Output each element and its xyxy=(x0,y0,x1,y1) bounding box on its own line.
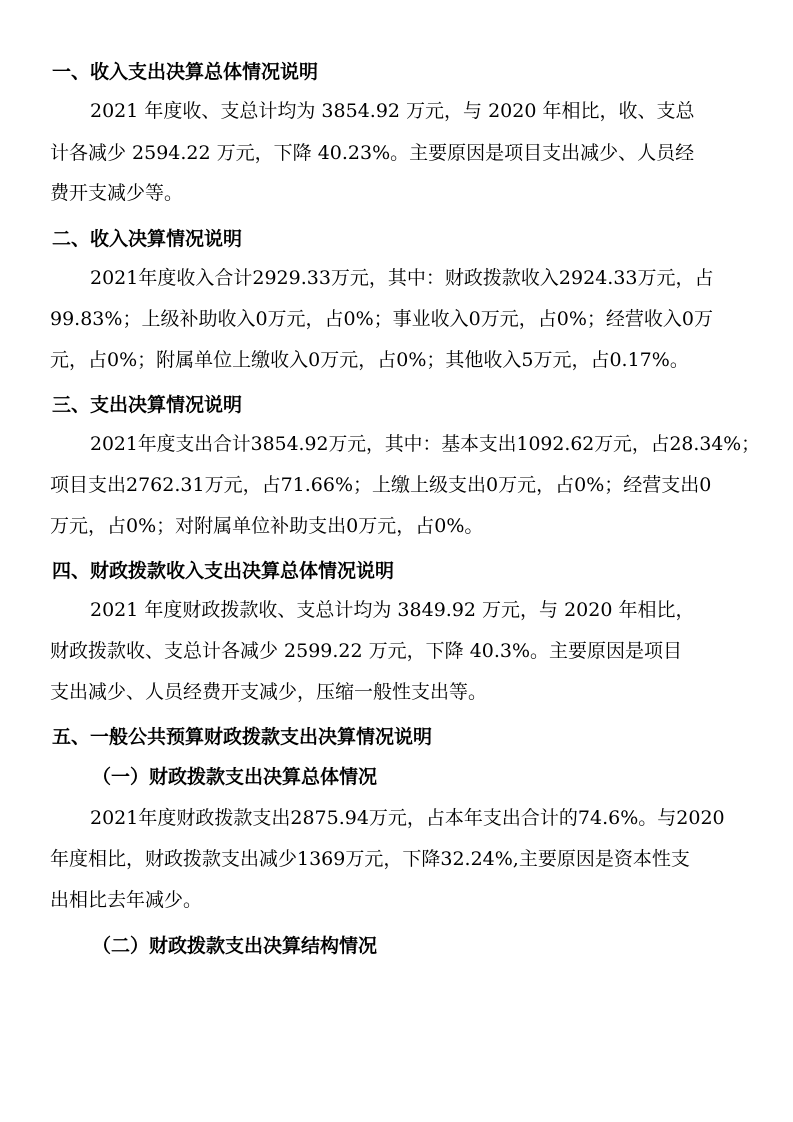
subsection-1-line-1: 2021年度财政拨款支出2875.94万元，占本年支出合计的74.6%。与2020 xyxy=(90,807,725,829)
section-2-heading: 二、收入决算情况说明 xyxy=(52,228,243,250)
section-2-line-3: 元，占0%；附属单位上缴收入0万元，占0%；其他收入5万元，占0.17%。 xyxy=(50,349,689,371)
subsection-1-line-3: 出相比去年减少。 xyxy=(50,889,203,911)
section-3-line-1: 2021年度支出合计3854.92万元，其中：基本支出1092.62万元，占28.34%； xyxy=(90,433,760,455)
section-1-line-1: 2021 年度收、支总计均为 3854.92 万元，与 2020 年相比，收、支总 xyxy=(90,100,695,122)
section-3-line-2: 项目支出2762.31万元，占71.66%；上缴上级支出0万元，占0%；经营支出0 xyxy=(50,474,712,496)
section-4-heading: 四、财政拨款收入支出决算总体情况说明 xyxy=(52,560,395,582)
subsection-1-heading: （一）财政拨款支出决算总体情况 xyxy=(92,766,378,788)
section-1-heading: 一、收入支出决算总体情况说明 xyxy=(52,61,319,83)
section-3-line-3: 万元，占0%；对附属单位补助支出0万元，占0%。 xyxy=(50,515,484,537)
section-5-heading: 五、一般公共预算财政拨款支出决算情况说明 xyxy=(52,726,433,748)
section-4-line-2: 财政拨款收、支总计各减少 2599.22 万元，下降 40.3%。主要原因是项目 xyxy=(50,640,683,662)
section-4-line-3: 支出减少、人员经费开支减少，压缩一般性支出等。 xyxy=(50,681,488,703)
section-2-line-2: 99.83%；上级补助收入0万元，占0%；事业收入0万元，占0%；经营收入0万 xyxy=(50,308,713,330)
subsection-2-heading: （二）财政拨款支出决算结构情况 xyxy=(92,935,378,957)
section-4-line-1: 2021 年度财政拨款收、支总计均为 3849.92 万元，与 2020 年相比， xyxy=(90,599,695,621)
section-3-heading: 三、支出决算情况说明 xyxy=(52,394,243,416)
section-1-line-3: 费开支减少等。 xyxy=(50,182,184,204)
section-2-line-1: 2021年度收入合计2929.33万元，其中：财政拨款收入2924.33万元，占 xyxy=(90,267,714,289)
section-1-line-2: 计各减少 2594.22 万元，下降 40.23%。主要原因是项目支出减少、人员经 xyxy=(50,142,695,164)
subsection-1-line-2: 年度相比，财政拨款支出减少1369万元，下降32.24%,主要原因是资本性支 xyxy=(50,848,690,870)
